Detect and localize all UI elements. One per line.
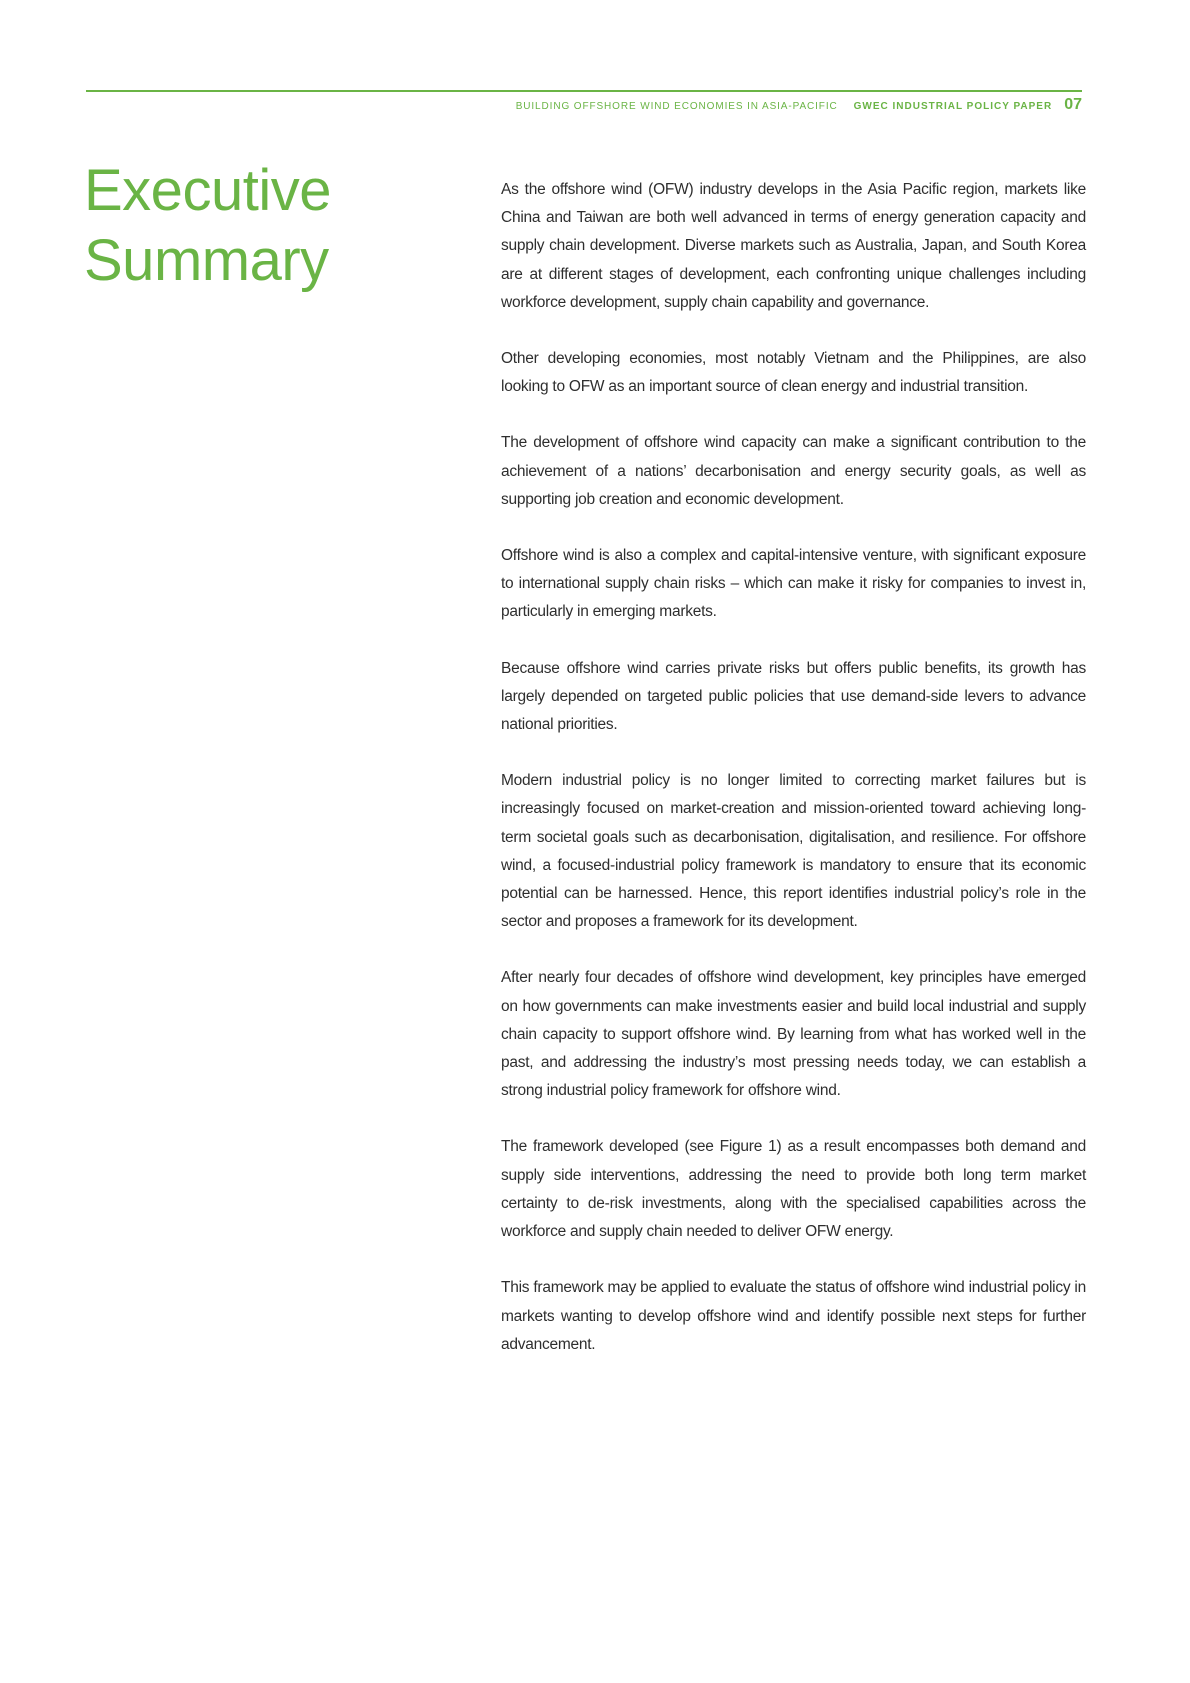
paragraph: As the offshore wind (OFW) industry develops in the Asia Pacific region, markets like China and Taiwan are both well advanced in terms of energy generation capacity and supply chain development. Diverse markets such as Australia, Japan, and South Korea are at different stages of development, each confronting unique challenges including workforce development, supply chain capability and governance. (501, 181, 1086, 311)
paragraph: Modern industrial policy is no longer limited to correcting market failures but is increasingly focused on market-creation and mission-oriented toward achieving long-term societal goals such as decarbonisation, digitalisation, and resilience. For offshore wind, a focused-industrial policy framework is mandatory to ensure that its economic potential can be harnessed. Hence, this report identifies industrial policy’s role in the sector and proposes a framework for its development. (501, 772, 1086, 931)
series-title: GWEC INDUSTRIAL POLICY PAPER (853, 101, 1053, 112)
page-title (84, 156, 444, 296)
paragraph: Offshore wind is also a complex and capital-intensive venture, with significant exposure to international supply chain risks – which can make it risky for companies to invest in, particularly in emerging markets. (501, 547, 1086, 621)
header-rule (86, 90, 1082, 92)
paragraph: Because offshore wind carries private risks but offers public benefits, its growth has largely depended on targeted public policies that use demand-side levers to advance national priorities. (501, 659, 1086, 734)
page-title-line-2: Summary (84, 228, 329, 293)
page-number: 07 (1064, 96, 1082, 113)
report-title: BUILDING OFFSHORE WIND ECONOMIES IN ASIA-PACIFIC (515, 101, 838, 112)
paragraph: The development of offshore wind capacity can make a significant contribution to the achievement of a nations’ decarbonisation and energy security goals, as well as supporting job creation and economic development. (501, 434, 1086, 508)
page-title-line-1: Executive (84, 158, 331, 223)
paragraph: The framework developed (see Figure 1) as a result encompasses both demand and supply side interventions, addressing the need to provide both long term market certainty to de-risk investments, along with the specialised capabilities across the workforce and supply chain needed to deliver OFW energy. (501, 1138, 1086, 1241)
running-header (516, 96, 1082, 114)
paragraph: This framework may be applied to evaluate the status of offshore wind industrial policy in markets wanting to develop offshore wind and identify possible next steps for further advancement. (501, 1279, 1086, 1353)
paragraph: Other developing economies, most notably Vietnam and the Philippines, are also looking to OFW as an important source of clean energy and industrial transition. (501, 350, 1086, 396)
body-text (501, 176, 1086, 1387)
paragraph: After nearly four decades of offshore wind development, key principles have emerged on how governments can make investments easier and build local industrial and supply chain capacity to support offshore wind. By learning from what has worked well in the past, and addressing the industry’s most pressing needs today, we can establish a strong industrial policy framework for offshore wind. (501, 969, 1086, 1100)
